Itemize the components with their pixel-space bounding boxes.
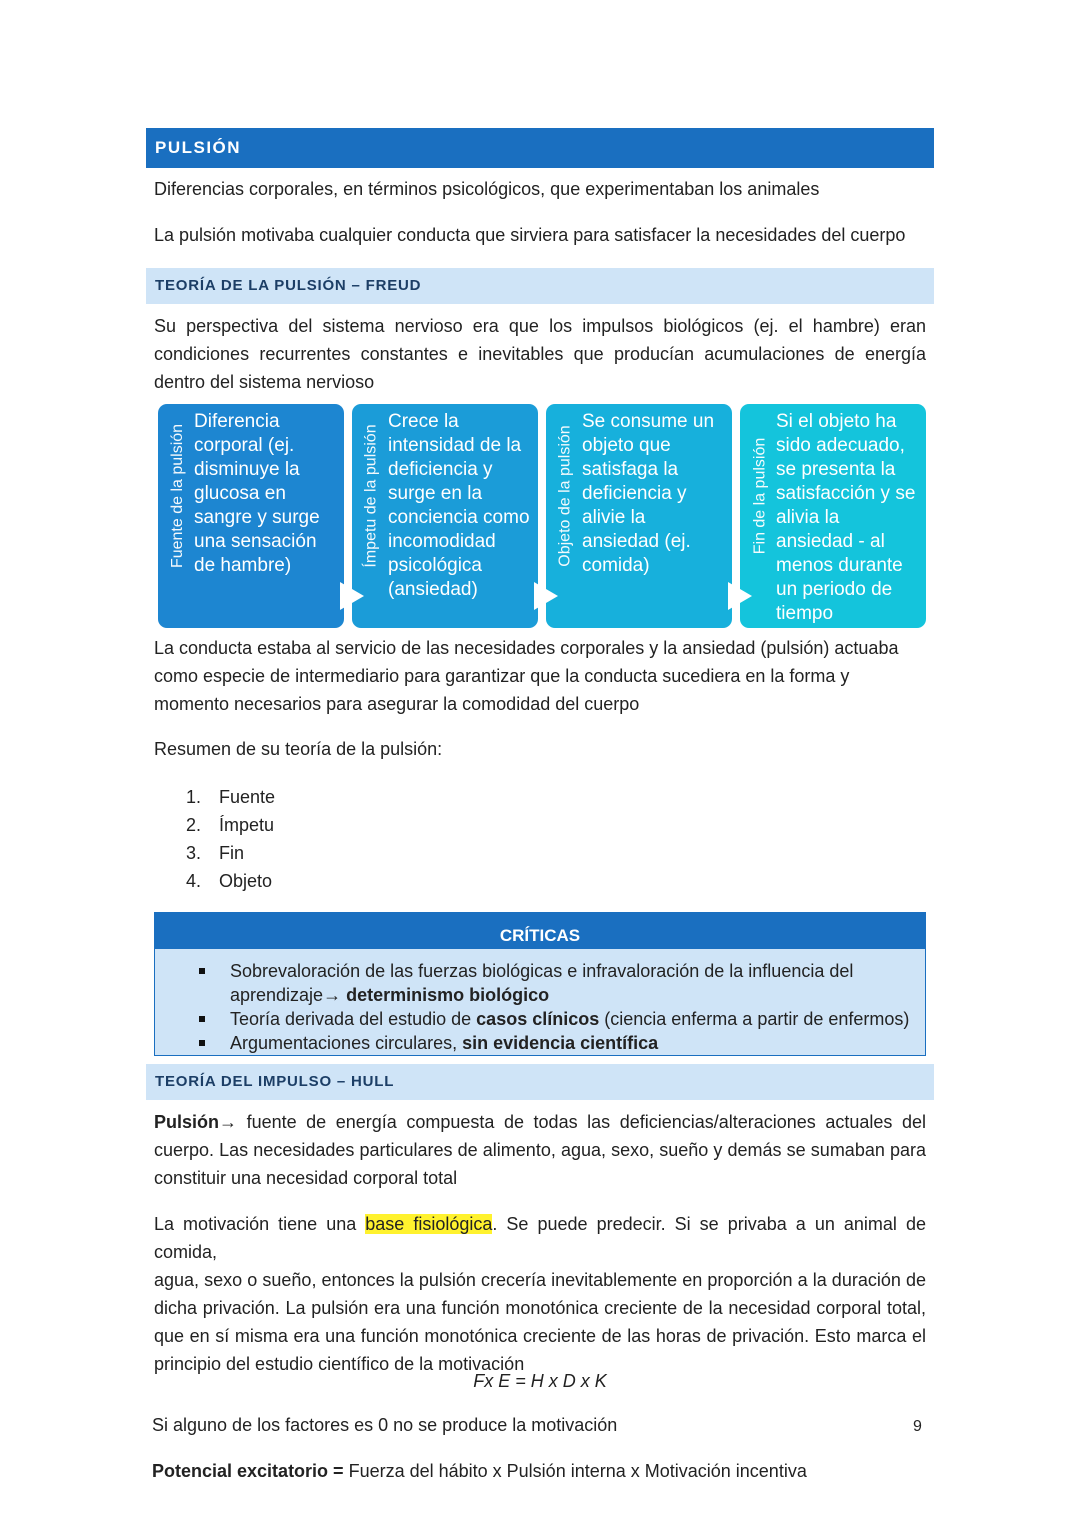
text-line: Su perspectiva del sistema nervioso era que los impulsos biológicos (ej. el hambre) eran <box>154 316 926 336</box>
summary-list <box>186 783 275 895</box>
text-line: que en sí misma era una función monotónica creciente de las horas de privación. Esto marca el <box>154 1326 926 1346</box>
list-item: Argumentaciones circulares, sin evidencia científica <box>155 1031 925 1055</box>
text-line: agua, sexo o sueño, entonces la pulsión crecería inevitablemente en proporción a la duración de <box>154 1270 926 1290</box>
process-box-impetu <box>352 404 538 628</box>
paragraph-definition: Diferencias corporales, en términos psicológicos, que experimentaban los animales <box>154 179 820 199</box>
process-box-fuente <box>158 404 344 628</box>
text-line: Pulsión→ fuente de energía compuesta de todas las deficiencias/alteraciones actuales del <box>154 1112 926 1132</box>
subsection-heading-hull: TEORÍA DEL IMPULSO – HULL <box>146 1064 934 1100</box>
paragraph-summary-intro: Resumen de su teoría de la pulsión: <box>154 739 443 759</box>
bullet-icon <box>199 1016 205 1022</box>
criticas-heading: CRÍTICAS <box>155 913 925 949</box>
paragraph-hull-pulsion <box>154 1108 926 1192</box>
text-line: momento necesarios para asegurar la comodidad del cuerpo <box>154 694 640 714</box>
process-arrow-icon <box>340 582 364 610</box>
process-arrow-icon <box>728 582 752 610</box>
criticas-list <box>155 959 925 1055</box>
text-line: como especie de intermediario para garantizar que la conducta sucediera en la forma y <box>154 666 850 686</box>
process-label: Fin de la pulsión <box>751 437 769 555</box>
process-text: Se consume un objeto que satisfaga la deficiencia y alivie la ansiedad (ej. comida) <box>582 411 715 576</box>
process-label: Fuente de la pulsión <box>169 423 187 569</box>
page-number: 9 <box>913 1418 922 1435</box>
text-line: La conducta estaba al servicio de las necesidades corporales y la ansiedad (pulsión) actuaba <box>154 638 899 658</box>
bullet-icon <box>199 1040 205 1046</box>
paragraph-factores: Si alguno de los factores es 0 no se produce la motivación <box>152 1415 618 1435</box>
criticas-box <box>154 912 926 1056</box>
paragraph-hull-motivacion <box>154 1210 926 1378</box>
list-item: Teoría derivada del estudio de casos clínicos (ciencia enferma a partir de enfermos) <box>155 1007 925 1031</box>
text-line: principio del estudio científico de la motivación <box>154 1354 525 1374</box>
highlighted-text: base fisiológica <box>365 1214 493 1234</box>
paragraph-freud-conducta <box>154 634 898 718</box>
list-item: 1. Fuente <box>186 787 276 807</box>
process-label: Ímpetu de la pulsión <box>363 424 381 568</box>
process-label: Objeto de la pulsión <box>557 425 574 567</box>
process-box-fin <box>740 404 926 628</box>
paragraph-freud-intro <box>154 312 926 396</box>
paragraph-potencial: Potencial excitatorio = Fuerza del hábito x Pulsión interna x Motivación incentiva <box>152 1461 807 1481</box>
formula: Fx E = H x D x K <box>473 1371 607 1391</box>
paragraph-motivation: La pulsión motivaba cualquier conducta que sirviera para satisfacer la necesidades del cuerpo <box>154 225 906 245</box>
text-line: dentro del sistema nervioso <box>154 372 375 392</box>
list-item: 4. Objeto <box>186 871 273 891</box>
text-line: constituir una necesidad corporal total <box>154 1168 458 1188</box>
text-line: La motivación tiene una base fisiológica. Se puede predecir. Si se privaba a un animal de comida, <box>154 1214 926 1262</box>
subsection-heading-freud: TEORÍA DE LA PULSIÓN – FREUD <box>146 268 934 304</box>
list-item: 3. Fin <box>186 843 245 863</box>
text-line: condiciones recurrentes constantes e inevitables que producían acumulaciones de energía <box>154 344 926 364</box>
section-heading-pulsion: PULSIÓN <box>146 128 934 168</box>
text-line: dicha privación. La pulsión era una función monotónica creciente de la necesidad corporal total, <box>154 1298 926 1318</box>
list-item: 2. Ímpetu <box>186 815 275 835</box>
bullet-icon <box>199 968 205 974</box>
process-box-objeto <box>546 404 732 628</box>
list-item: Sobrevaloración de las fuerzas biológicas e infravaloración de la influencia del aprendizaje→ determinismo biológico <box>155 959 925 1007</box>
process-arrow-icon <box>534 582 558 610</box>
process-text: Si el objeto ha sido adecuado, se presenta la satisfacción y se alivia la ansiedad - al menos durante un periodo de tiempo <box>776 411 916 624</box>
text-line: cuerpo. Las necesidades particulares de alimento, agua, sexo, sueño y demás se sumaban para <box>154 1140 926 1160</box>
process-text: Crece la intensidad de la deficiencia y surge en la conciencia como incomodidad psicológica (ansiedad) <box>388 411 530 600</box>
process-text: Diferencia corporal (ej. disminuye la glucosa en sangre y surge una sensación de hambre) <box>194 411 320 576</box>
